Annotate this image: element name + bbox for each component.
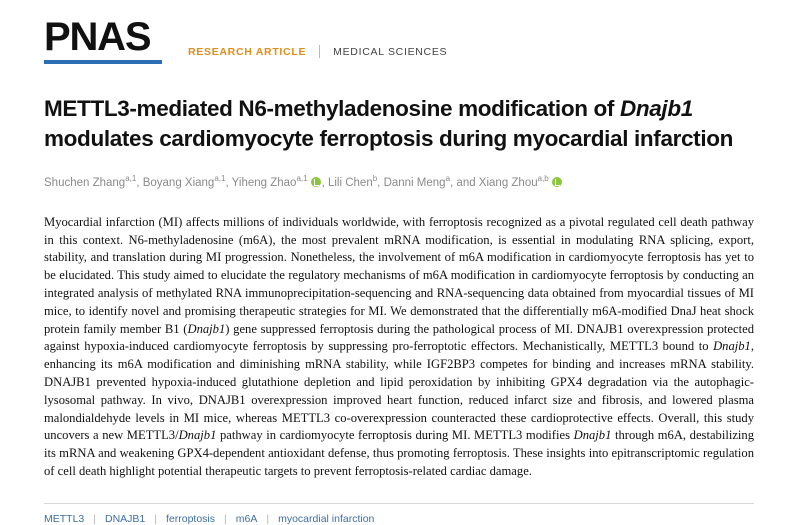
author-affiliation-marker: a,1 [214,174,226,183]
keyword-separator: | [266,512,270,525]
author-affiliation-marker: a [445,174,451,183]
author-affiliation-marker: a,1 [296,174,308,183]
keyword-item[interactable]: m6A [235,512,258,525]
author-affiliation-marker: b [372,174,378,183]
keyword-separator: | [93,512,96,525]
subject-label: MEDICAL SCIENCES [333,45,448,58]
title-italic-gene: Dnajb1 [619,96,693,121]
author-list [44,170,754,192]
pnas-logo[interactable] [44,15,162,64]
orcid-icon[interactable] [311,177,321,187]
pnas-logo-text: PNAS [44,15,151,59]
author-name[interactable]: Shuchen Zhang [44,176,126,189]
author-separator: , [321,176,328,189]
keyword-list [44,513,754,525]
author-separator: , [377,176,384,189]
keywords-divider [44,503,754,504]
author-name[interactable]: Boyang Xiang [142,176,215,189]
author-separator: , [136,176,143,189]
masthead-meta [188,45,447,58]
keyword-separator: | [154,512,157,525]
keyword-separator: | [224,512,227,525]
author-affiliation-marker: a,b [537,174,549,183]
author-affiliation-marker: a,1 [125,174,137,183]
title-part-2: modulates cardiomyocyte ferroptosis during myocardial infarction [44,126,734,151]
title-part-1: METTL3-mediated N6-methyladenosine modification of [44,96,620,121]
author-separator: , [225,176,232,189]
masthead [44,0,754,64]
author-separator: , [450,176,457,189]
abstract-text: Myocardial infarction (MI) affects millions of individuals worldwide, with ferroptosis recognized as a pivotal regulated cell death pathway in this context. N6-methyladenosine (m6A), the most prevalent mRNA modification, is essential in modulating RNA splicing, export, stability, and translation during MI progression. Nonetheless, the involvement of m6A modification in cardiomyocyte ferroptosis has yet to be elucidated. This study aimed to elucidate the regulatory mechanisms of m6A modification in cardiomyocyte ferroptosis by conducting an integrated analysis of methylated RNA immunoprecipitation-sequencing and RNA-sequencing data obtained from myocardial tissues of MI mice, to identify novel and promising therapeutic strategies for MI. We demonstrated that the differentially m6A-modified DnaJ heat shock protein family member B1 (Dnajb1) gene suppressed ferroptosis during the pathological process of MI. DNAJB1 overexpression protected against hypoxia-induced cardiomyocyte ferroptosis by suppressing pro-ferroptotic effectors. Mechanistically, METTL3 bound to Dnajb1, enhancing its m6A modification and diminishing mRNA stability, while IGF2BP3 competes for binding and increases mRNA stability. DNAJB1 prevented hypoxia-induced glutathione depletion and lipid peroxidation by inhibiting GPX4 degradation via the autophagic-lysosomal pathway. In vivo, DNAJB1 overexpression improved heart function, reduced infarct size and fibrosis, and lowered plasma malondialdehyde levels in MI mice, whereas METTL3 co-overexpression counteracted these cardioprotective effects. Overall, this study uncovers a new METTL3/Dnajb1 pathway in cardiomyocyte ferroptosis during MI. METTL3 modifies Dnajb1 through m6A, destabilizing its mRNA and weakening GPX4-dependent antioxidant defense, thus promoting ferroptosis. These insights into epitranscriptomic regulation of cell death highlight potential therapeutic targets to prevent ferroptosis-related cardiac damage. [44,214,755,478]
keyword-item[interactable]: METTL3 [44,512,85,525]
author-name[interactable]: Danni Meng [383,176,446,189]
author-name[interactable]: Yiheng Zhao [231,176,297,189]
author-name[interactable]: and Xiang Zhou [456,176,538,189]
keyword-item[interactable]: ferroptosis [166,512,216,525]
article-type-label: RESEARCH ARTICLE [188,45,307,58]
orcid-icon[interactable] [552,177,562,187]
meta-divider [319,45,320,58]
keyword-item[interactable]: DNAJB1 [105,512,146,525]
logo-underline-rule [44,60,162,64]
keyword-item[interactable]: myocardial infarction [278,512,375,525]
author-name[interactable]: Lili Chen [327,176,373,189]
page-title [44,94,754,154]
